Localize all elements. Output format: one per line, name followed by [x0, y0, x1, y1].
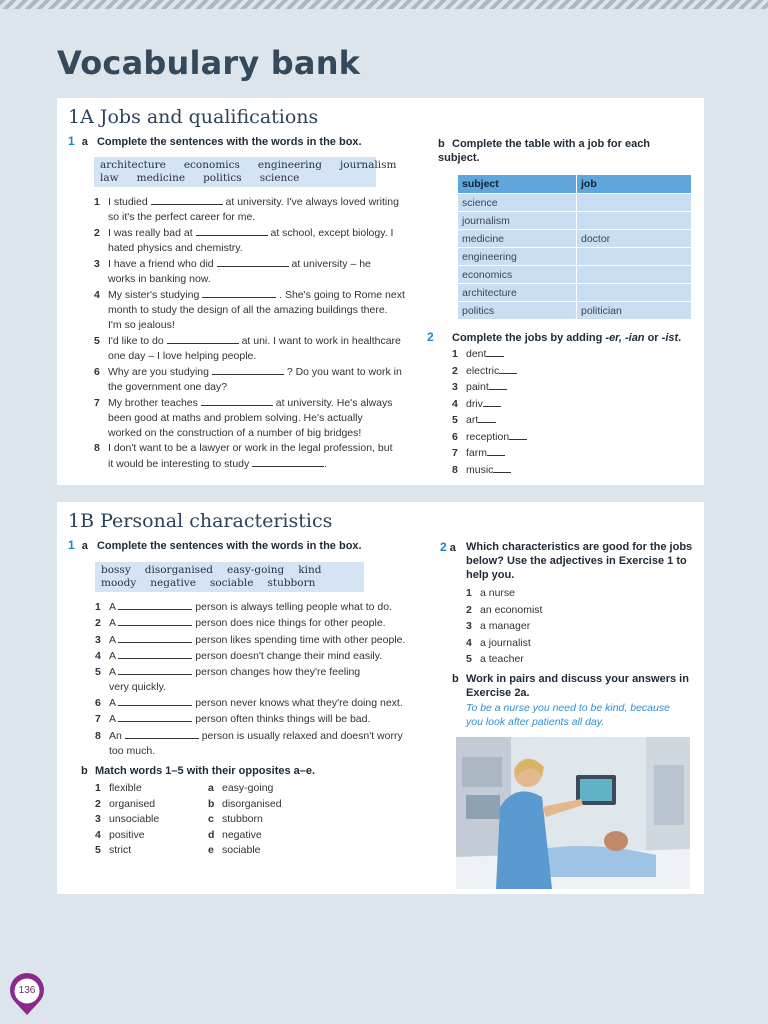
sentence-text: at university. He's always	[275, 397, 393, 409]
sentence-5	[94, 333, 424, 364]
ex2a-instruction-text: Which characteristics are good for the jobs below? Use the adjectives in Exercise 1 to help you.	[466, 541, 693, 581]
sentence-text: I studied	[108, 196, 148, 208]
answer-blank[interactable]	[486, 346, 504, 357]
job-cell[interactable]: politician	[577, 302, 692, 320]
list-item: 4 a journalist	[466, 636, 531, 649]
box-word: negative	[150, 576, 196, 589]
box-word: kind	[298, 564, 322, 576]
ex2-instruction: 2 Complete the jobs by adding -er, -ian or -ist.	[427, 330, 682, 344]
nurse-photo	[456, 737, 690, 889]
ex2b-instruction	[452, 672, 466, 686]
answer-blank[interactable]	[252, 456, 324, 467]
instruction-text: Complete the table with a job for each subject.	[438, 138, 651, 164]
subject-cell: engineering	[458, 248, 577, 266]
answer-blank[interactable]	[118, 695, 192, 706]
ex-number: 2	[427, 330, 434, 344]
list-item: 3 paint	[452, 379, 652, 396]
job-cell[interactable]	[577, 194, 692, 212]
box-word: easy-going	[227, 564, 285, 576]
list-item[interactable]: d negative	[208, 828, 262, 841]
page-number-badge	[8, 972, 46, 1010]
list-item[interactable]: 4 positive	[95, 828, 145, 841]
item-number: 8	[95, 730, 101, 742]
list-item: 5 a teacher	[466, 653, 524, 665]
list-item: 3 a manager	[466, 620, 531, 632]
item-number: 6	[94, 366, 100, 378]
characteristic-sentence-4	[95, 648, 425, 664]
job-cell[interactable]	[577, 284, 692, 302]
table-row	[458, 302, 692, 320]
box-word: stubborn	[267, 576, 316, 589]
list-item[interactable]: 1 flexible	[95, 782, 142, 794]
ex1a-instruction	[68, 538, 418, 553]
box-word: architecture	[100, 159, 166, 171]
answer-blank[interactable]	[118, 664, 192, 675]
list-item: 1 a nurse	[466, 587, 516, 599]
item-number: 6	[95, 697, 101, 709]
box-word: engineering	[257, 159, 323, 171]
box-word: science	[259, 171, 300, 184]
answer-blank[interactable]	[118, 648, 192, 659]
instruction-text: Complete the jobs by adding	[452, 332, 606, 344]
sentence-text: person does nice things for other people.	[195, 617, 386, 629]
sentence-text: A	[109, 697, 116, 709]
subject-job-table	[457, 174, 692, 320]
box-word: medicine	[136, 171, 186, 184]
ex-number: 2	[440, 540, 447, 554]
list-item: 7 farm	[452, 445, 652, 462]
sentence-text: A	[109, 713, 116, 725]
sentence-text: person is always telling people what to do.	[195, 601, 392, 613]
jobs-list	[466, 585, 666, 668]
sentence-text: I don't want to be a lawyer or work in the legal profession, but	[108, 442, 393, 454]
table-row	[458, 230, 692, 248]
table-row	[458, 266, 692, 284]
sentence-text: worked on the construction of a number of big bridges!	[108, 427, 362, 439]
ex1b-match-instruction	[81, 764, 411, 778]
suffix-text: -ist	[661, 332, 679, 344]
item-number: 8	[94, 442, 100, 454]
match-left-column	[95, 781, 195, 859]
sentence-text: it would be interesting to study	[108, 458, 250, 470]
job-cell[interactable]	[577, 212, 692, 230]
sentence-text: been good at maths and problem solving. He's actually	[108, 412, 363, 424]
sentence-text: My sister's studying	[108, 289, 200, 301]
ex-number: 1	[68, 538, 75, 552]
sentence-text: ? Do you want to work in	[286, 366, 402, 378]
top-stripe	[0, 0, 768, 9]
page-title: Vocabulary bank	[57, 44, 361, 82]
sentence-6	[94, 364, 424, 395]
sentence-text: at university. I've always loved writing	[225, 196, 399, 208]
sentence-text: I'd like to do	[108, 335, 164, 347]
sentence-text: A	[109, 617, 116, 629]
answer-blank[interactable]	[478, 412, 496, 423]
sentence-8	[94, 441, 424, 472]
table-row	[458, 248, 692, 266]
ex1b-instruction	[438, 137, 668, 165]
match-right-column	[208, 781, 328, 859]
subject-cell: science	[458, 194, 577, 212]
answer-blank[interactable]	[489, 379, 507, 390]
sentence-text: An	[109, 730, 122, 742]
nurse-patient-illustration	[456, 737, 690, 889]
answer-blank[interactable]	[118, 632, 192, 643]
table-header: job	[577, 175, 692, 194]
box-word: moody	[101, 576, 137, 589]
sentence-text: A	[109, 650, 116, 662]
characteristic-sentence-7	[95, 711, 425, 727]
sentence-text: month to study the design of all the amazing buildings there.	[108, 304, 388, 316]
subject-cell: economics	[458, 266, 577, 284]
answer-blank[interactable]	[151, 194, 223, 205]
sentence-text: person doesn't change their mind easily.	[195, 650, 383, 662]
box-word: journalism	[340, 159, 397, 171]
ex-letter: b	[452, 673, 459, 685]
item-number: 5	[94, 335, 100, 347]
subject-cell: medicine	[458, 230, 577, 248]
answer-blank[interactable]	[212, 364, 284, 375]
list-item[interactable]: 2 organised	[95, 797, 156, 810]
item-number: 3	[94, 258, 100, 270]
box-word: law	[100, 171, 119, 184]
answer-blank[interactable]	[196, 225, 268, 236]
list-item: 2 electric	[452, 363, 652, 380]
suffix-text: -er, -ian	[605, 332, 645, 344]
list-item[interactable]: a easy-going	[208, 782, 274, 794]
answer-blank[interactable]	[217, 256, 289, 267]
ex-letter: b	[438, 138, 445, 150]
item-number: 2	[94, 227, 100, 239]
list-item[interactable]: 3 unsociable	[95, 813, 160, 825]
sentence-text: at university – he	[291, 258, 371, 270]
box-word: bossy	[101, 564, 131, 576]
answer-blank[interactable]	[499, 363, 517, 374]
section-1a-heading: 1A Jobs and qualifications	[68, 106, 319, 128]
word-box-1b	[95, 562, 364, 592]
sentence-text: Why are you studying	[108, 366, 209, 378]
sentence-text: person never knows what they're doing next.	[195, 697, 403, 709]
list-item: 5 art	[452, 412, 652, 429]
sentence-3	[94, 256, 424, 287]
subject-cell: politics	[458, 302, 577, 320]
instruction-text: or	[644, 332, 662, 344]
answer-blank[interactable]	[201, 395, 273, 406]
instruction-text: Match words 1–5 with their opposites a–e.	[95, 765, 316, 777]
table-row	[458, 284, 692, 302]
box-word: politics	[203, 171, 242, 184]
item-number: 7	[94, 397, 100, 409]
list-item: 4 driv	[452, 396, 652, 413]
characteristic-sentence-3	[95, 632, 425, 648]
item-number: 4	[95, 650, 101, 662]
item-number: 1	[94, 196, 100, 208]
sentence-4	[94, 287, 424, 333]
sentence-1	[94, 194, 424, 225]
answer-blank[interactable]	[202, 287, 276, 298]
example-answer: To be a nurse you need to be kind, because you look after patients all day.	[466, 702, 670, 728]
sentence-text: person is usually relaxed and doesn't worry	[201, 730, 403, 742]
ex1a-instruction	[68, 134, 418, 149]
sentence-text: the government one day?	[108, 381, 228, 393]
sentence-text: at uni. I want to work in healthcare	[241, 335, 401, 347]
answer-blank[interactable]	[118, 599, 192, 610]
subject-cell: journalism	[458, 212, 577, 230]
answer-blank[interactable]	[118, 615, 192, 626]
sentence-text: so it's the perfect career for me.	[108, 211, 256, 223]
sentence-text: My brother teaches	[108, 397, 198, 409]
job-cell[interactable]: doctor	[577, 230, 692, 248]
answer-blank[interactable]	[167, 333, 239, 344]
sentence-text: one day – I love helping people.	[108, 350, 257, 362]
job-cell[interactable]	[577, 266, 692, 284]
answer-blank[interactable]	[483, 396, 501, 407]
list-item: 1 dent	[452, 346, 652, 363]
list-item: 2 an economist	[466, 603, 543, 616]
characteristic-sentence-5	[95, 664, 425, 695]
sentence-text: I have a friend who did	[108, 258, 214, 270]
answer-blank[interactable]	[125, 728, 199, 739]
answer-blank[interactable]	[487, 445, 505, 456]
ex-letter: a	[81, 136, 88, 148]
list-item[interactable]: b disorganised	[208, 797, 282, 810]
ex-letter: a	[449, 542, 456, 554]
sentence-text: at school, except biology. I	[270, 227, 394, 239]
instruction-text: Complete the sentences with the words in the box.	[96, 136, 362, 148]
table-header: subject	[458, 175, 577, 194]
box-word: economics	[183, 159, 240, 171]
sentence-2	[94, 225, 424, 256]
box-word: sociable	[209, 576, 254, 589]
answer-blank[interactable]	[493, 462, 511, 473]
item-number: 7	[95, 713, 101, 725]
sentence-text: very quickly.	[109, 681, 166, 693]
list-item: 6 reception	[452, 429, 652, 446]
sentence-text: A	[109, 666, 116, 678]
item-number: 1	[95, 601, 101, 613]
sentence-text: I'm so jealous!	[108, 319, 175, 331]
list-item: 8 music	[452, 462, 652, 479]
sentence-7	[94, 395, 424, 441]
item-number: 5	[95, 666, 101, 678]
sentence-text: A	[109, 601, 116, 613]
sentence-text: person often thinks things will be bad.	[195, 713, 371, 725]
job-cell[interactable]	[577, 248, 692, 266]
ex-number: 1	[68, 134, 75, 148]
word-box-1a	[94, 157, 397, 187]
table-row	[458, 194, 692, 212]
box-word: disorganised	[144, 564, 214, 576]
answer-blank[interactable]	[118, 711, 192, 722]
suffix-list	[452, 346, 652, 478]
list-item[interactable]: c stubborn	[208, 813, 263, 825]
ex-letter: a	[81, 540, 88, 552]
sentence-text: works in banking now.	[108, 273, 211, 285]
sentence-text: person changes how they're feeling	[195, 666, 361, 678]
instruction-text: Complete the sentences with the words in the box.	[96, 540, 362, 552]
ex-letter: b	[81, 765, 88, 777]
ex2b-instruction-text: Work in pairs and discuss your answers in Exercise 2a.	[466, 673, 689, 699]
sentence-text: hated physics and chemistry.	[108, 242, 243, 254]
sentence-text: I was really bad at	[108, 227, 193, 239]
characteristic-sentence-1	[95, 599, 425, 615]
characteristic-sentence-2	[95, 615, 425, 631]
list-item[interactable]: 5 strict	[95, 844, 132, 856]
sentence-text: person likes spending time with other people.	[195, 634, 406, 646]
subject-cell: architecture	[458, 284, 577, 302]
page-number: 136	[18, 985, 36, 996]
item-number: 4	[94, 289, 100, 301]
section-1b-heading: 1B Personal characteristics	[68, 510, 333, 532]
answer-blank[interactable]	[509, 429, 527, 440]
characteristic-sentence-6	[95, 695, 425, 711]
sentence-text: .	[324, 458, 328, 470]
characteristic-sentence-8	[95, 728, 425, 759]
table-row	[458, 212, 692, 230]
item-number: 2	[95, 617, 101, 629]
sentence-text: too much.	[109, 745, 156, 757]
list-item[interactable]: e sociable	[208, 844, 261, 856]
sentence-text: A	[109, 634, 116, 646]
item-number: 3	[95, 634, 101, 646]
sentence-text: . She's going to Rome next	[279, 289, 405, 301]
